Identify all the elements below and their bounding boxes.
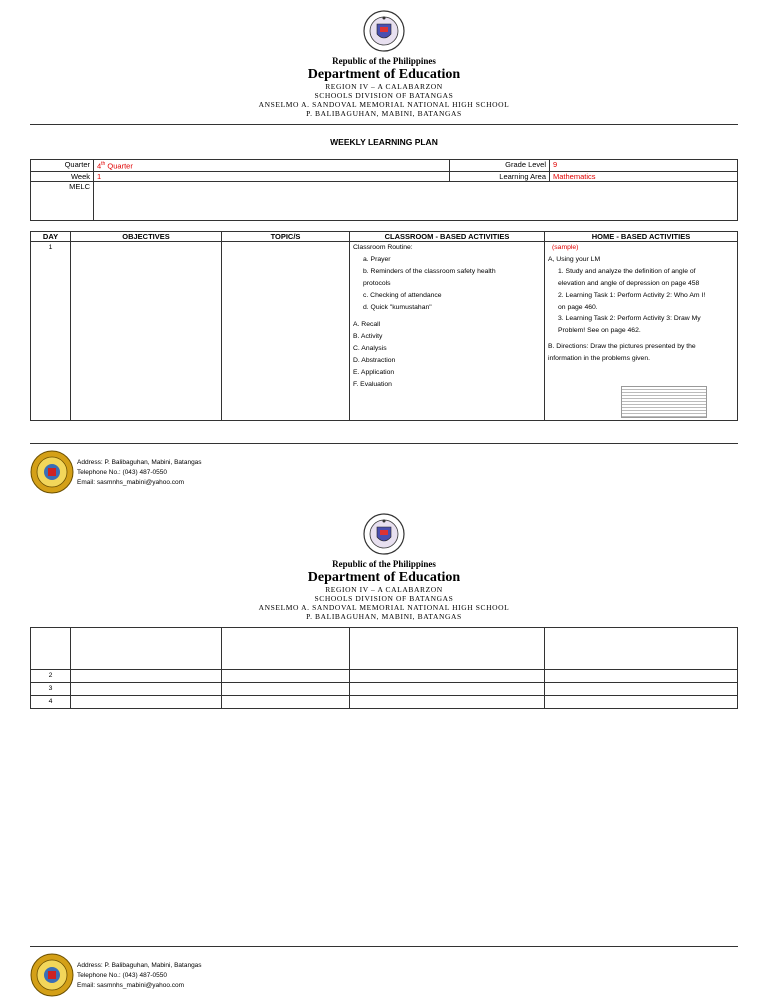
learning-area-label: Learning Area xyxy=(450,171,550,181)
problem-image xyxy=(621,386,707,418)
melc-label: MELC xyxy=(31,181,94,220)
routine-title: Classroom Routine: xyxy=(353,244,413,251)
table-row xyxy=(31,670,738,683)
grade-level-value: 9 xyxy=(550,160,738,172)
footer-telephone: Telephone No.: (043) 487-0550 xyxy=(77,469,167,476)
division-line: SCHOOLS DIVISION OF BATANGAS xyxy=(314,91,454,100)
col-objectives: OBJECTIVES xyxy=(71,232,222,242)
school-line: ANSELMO A. SANDOVAL MEMORIAL NATIONAL HIGH SCHOOL xyxy=(258,100,510,109)
list-item: d. Quick "kumustahan" xyxy=(363,303,432,311)
table-row xyxy=(31,682,738,695)
footer-divider xyxy=(30,443,738,444)
topics-cell xyxy=(222,242,350,421)
classroom-activities-cell xyxy=(350,242,545,421)
department-title: Department of Education xyxy=(307,67,461,82)
list-item: 3. Learning Task 2: Perform Activity 3: Draw My xyxy=(558,315,701,323)
sample-label: (sample) xyxy=(552,244,579,251)
division-line: SCHOOLS DIVISION OF BATANGAS xyxy=(314,594,454,603)
day-cell: 1 xyxy=(31,242,71,421)
header-divider xyxy=(30,124,738,125)
footer-telephone: Telephone No.: (043) 487-0550 xyxy=(77,972,167,979)
list-item: D. Abstraction xyxy=(353,357,396,365)
list-item: elevation and angle of depression on page 458 xyxy=(558,279,700,287)
republic-line: Republic of the Philippines xyxy=(332,56,436,66)
list-item: E. Application xyxy=(353,369,395,377)
footer-address: Address: P. Balibaguhan, Mabini, Batangas xyxy=(77,962,202,969)
footer-email: Email: sasmnhs_mabini@yahoo.com xyxy=(77,982,185,989)
table-row xyxy=(31,695,738,708)
col-home-activities: HOME - BASED ACTIVITIES xyxy=(545,232,738,242)
day-cell: 2 xyxy=(31,670,71,683)
footer-email: Email: sasmnhs_mabini@yahoo.com xyxy=(77,479,185,486)
week-value: 1 xyxy=(94,171,450,181)
home-task-list xyxy=(548,266,734,337)
weekly-plan-table-continued xyxy=(30,627,738,709)
day-cell: 3 xyxy=(31,682,71,695)
school-seal-icon xyxy=(30,953,74,997)
region-line: REGION IV – A CALABARZON xyxy=(325,82,443,91)
school-line: ANSELMO A. SANDOVAL MEMORIAL NATIONAL HIGH SCHOOL xyxy=(258,603,510,612)
list-item: C. Analysis xyxy=(353,345,387,353)
week-label: Week xyxy=(31,171,94,181)
deped-seal-icon xyxy=(363,10,405,52)
school-seal-icon xyxy=(30,450,74,494)
routine-list xyxy=(353,254,541,314)
list-item: protocols xyxy=(363,279,391,287)
list-item: F. Evaluation xyxy=(353,380,392,388)
list-item: A. Recall xyxy=(353,321,381,329)
list-item: Problem! See on page 462. xyxy=(558,327,641,335)
list-item: B. Activity xyxy=(353,333,383,341)
region-line: REGION IV – A CALABARZON xyxy=(325,585,443,594)
activity-list xyxy=(353,319,541,390)
list-item: c. Checking of attendance xyxy=(363,291,442,299)
republic-line: Republic of the Philippines xyxy=(332,559,436,569)
list-item: b. Reminders of the classroom safety health xyxy=(363,267,496,275)
objectives-cell xyxy=(71,242,222,421)
plan-title: WEEKLY LEARNING PLAN xyxy=(330,137,438,147)
table-row xyxy=(31,628,738,670)
list-item: 2. Learning Task 1: Perform Activity 2: Who Am I! xyxy=(558,291,706,299)
col-classroom-activities: CLASSROOM - BASED ACTIVITIES xyxy=(350,232,545,242)
melc-value xyxy=(94,181,738,220)
grade-level-label: Grade Level xyxy=(450,160,550,172)
home-activities-cell xyxy=(545,242,738,421)
home-intro: A, Using your LM xyxy=(548,255,601,263)
col-topics: TOPIC/S xyxy=(222,232,350,242)
day-cell: 4 xyxy=(31,695,71,708)
quarter-value: 4th Quarter xyxy=(94,160,450,172)
col-day: DAY xyxy=(31,232,71,242)
home-directions: B. Directions: Draw the pictures presented by the xyxy=(548,343,696,351)
list-item: a. Prayer xyxy=(363,255,391,263)
school-address-line: P. BALIBAGUHAN, MABINI, BATANGAS xyxy=(306,109,462,118)
footer-address: Address: P. Balibaguhan, Mabini, Batangas xyxy=(77,459,202,466)
home-directions-cont: information in the problems given. xyxy=(548,355,651,363)
weekly-plan-table xyxy=(30,231,738,421)
quarter-label: Quarter xyxy=(31,160,94,172)
plan-info-table xyxy=(30,159,738,221)
list-item: on page 460. xyxy=(558,303,598,311)
department-title: Department of Education xyxy=(307,570,461,585)
learning-area-value: Mathematics xyxy=(550,171,738,181)
deped-seal-icon xyxy=(363,513,405,555)
footer-divider xyxy=(30,946,738,947)
list-item: 1. Study and analyze the definition of angle of xyxy=(558,267,696,275)
table-row xyxy=(31,242,738,421)
school-address-line: P. BALIBAGUHAN, MABINI, BATANGAS xyxy=(306,612,462,621)
